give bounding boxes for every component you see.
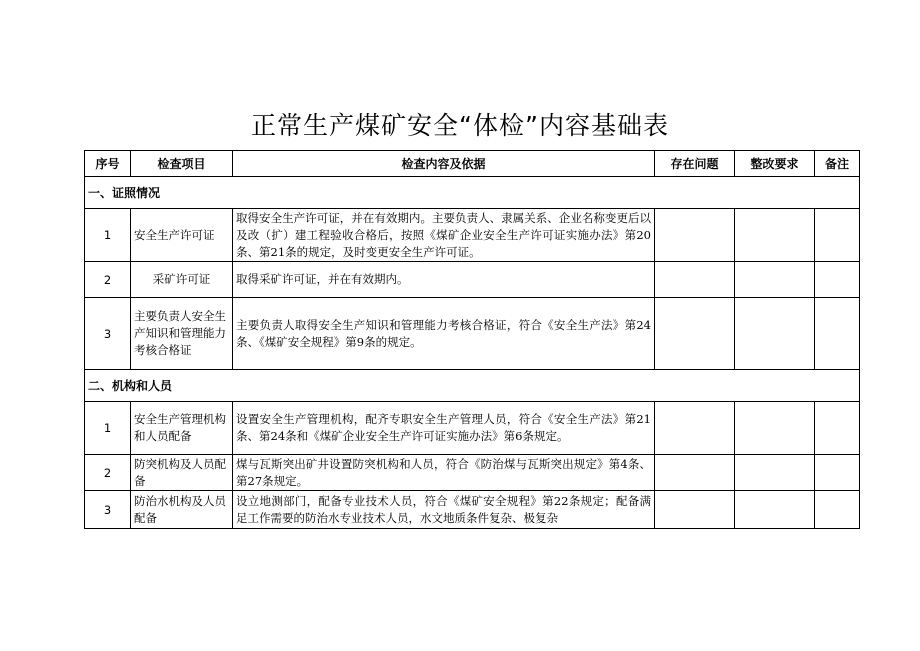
row-content: 煤与瓦斯突出矿井设置防突机构和人员，符合《防治煤与瓦斯突出规定》第4条、第27条规定。 [233,455,655,491]
row-issue [655,262,735,298]
row-number: 3 [85,491,131,529]
table-row [85,262,860,298]
row-content: 取得安全生产许可证，并在有效期内。主要负责人、隶属关系、企业名称变更后以及改（扩）建工程验收合格后，按照《煤矿企业安全生产许可证实施办法》第20条、第21条的规定，及时变更安全生产许可证。 [233,209,655,262]
row-number: 3 [85,298,131,370]
row-rectify [735,455,815,491]
row-issue [655,298,735,370]
row-issue [655,402,735,455]
row-item: 采矿许可证 [131,262,233,298]
row-rectify [735,262,815,298]
row-content: 取得采矿许可证，并在有效期内。 [233,262,655,298]
row-rectify [735,491,815,529]
row-note [815,491,860,529]
row-note [815,402,860,455]
row-issue [655,209,735,262]
row-number: 1 [85,402,131,455]
row-item: 防治水机构及人员配备 [131,491,233,529]
row-rectify [735,298,815,370]
header-item: 检查项目 [131,151,233,177]
row-item: 安全生产管理机构和人员配备 [131,402,233,455]
table-row [85,455,860,491]
table-row [85,209,860,262]
table-row [85,491,860,529]
table-row [85,402,860,455]
row-content: 主要负责人取得安全生产知识和管理能力考核合格证，符合《安全生产法》第24条、《煤矿安全规程》第9条的规定。 [233,298,655,370]
row-number: 2 [85,455,131,491]
row-content [233,491,655,529]
row-note [815,262,860,298]
row-rectify [735,402,815,455]
header-issue: 存在问题 [655,151,735,177]
row-number: 1 [85,209,131,262]
row-content: 设置安全生产管理机构，配齐专职安全生产管理人员，符合《安全生产法》第21条、第24条和《煤矿企业安全生产许可证实施办法》第6条规定。 [233,402,655,455]
header-rectify: 整改要求 [735,151,815,177]
page-title: 正常生产煤矿安全“体检”内容基础表 [251,111,669,140]
row-item: 安全生产许可证 [131,209,233,262]
header-note: 备注 [815,151,860,177]
row-content-text: 设立地测部门，配备专业技术人员，符合《煤矿安全规程》第22条规定；配备满足工作需要的防治水专业技术人员，水文地质条件复杂、极复杂 [236,493,651,525]
row-issue [655,491,735,529]
row-item: 主要负责人安全生产知识和管理能力考核合格证 [131,298,233,370]
row-note [815,455,860,491]
section-title: 二、机构和人员 [85,370,860,402]
section-title: 一、证照情况 [85,177,860,209]
header-no: 序号 [85,151,131,177]
table-row [85,298,860,370]
row-rectify [735,209,815,262]
inspection-table [84,150,860,529]
row-item: 防突机构及人员配备 [131,455,233,491]
section-row [85,177,860,209]
row-note [815,298,860,370]
row-number: 2 [85,262,131,298]
header-row [85,151,860,177]
row-issue [655,455,735,491]
section-row [85,370,860,402]
row-note [815,209,860,262]
header-content: 检查内容及依据 [233,151,655,177]
